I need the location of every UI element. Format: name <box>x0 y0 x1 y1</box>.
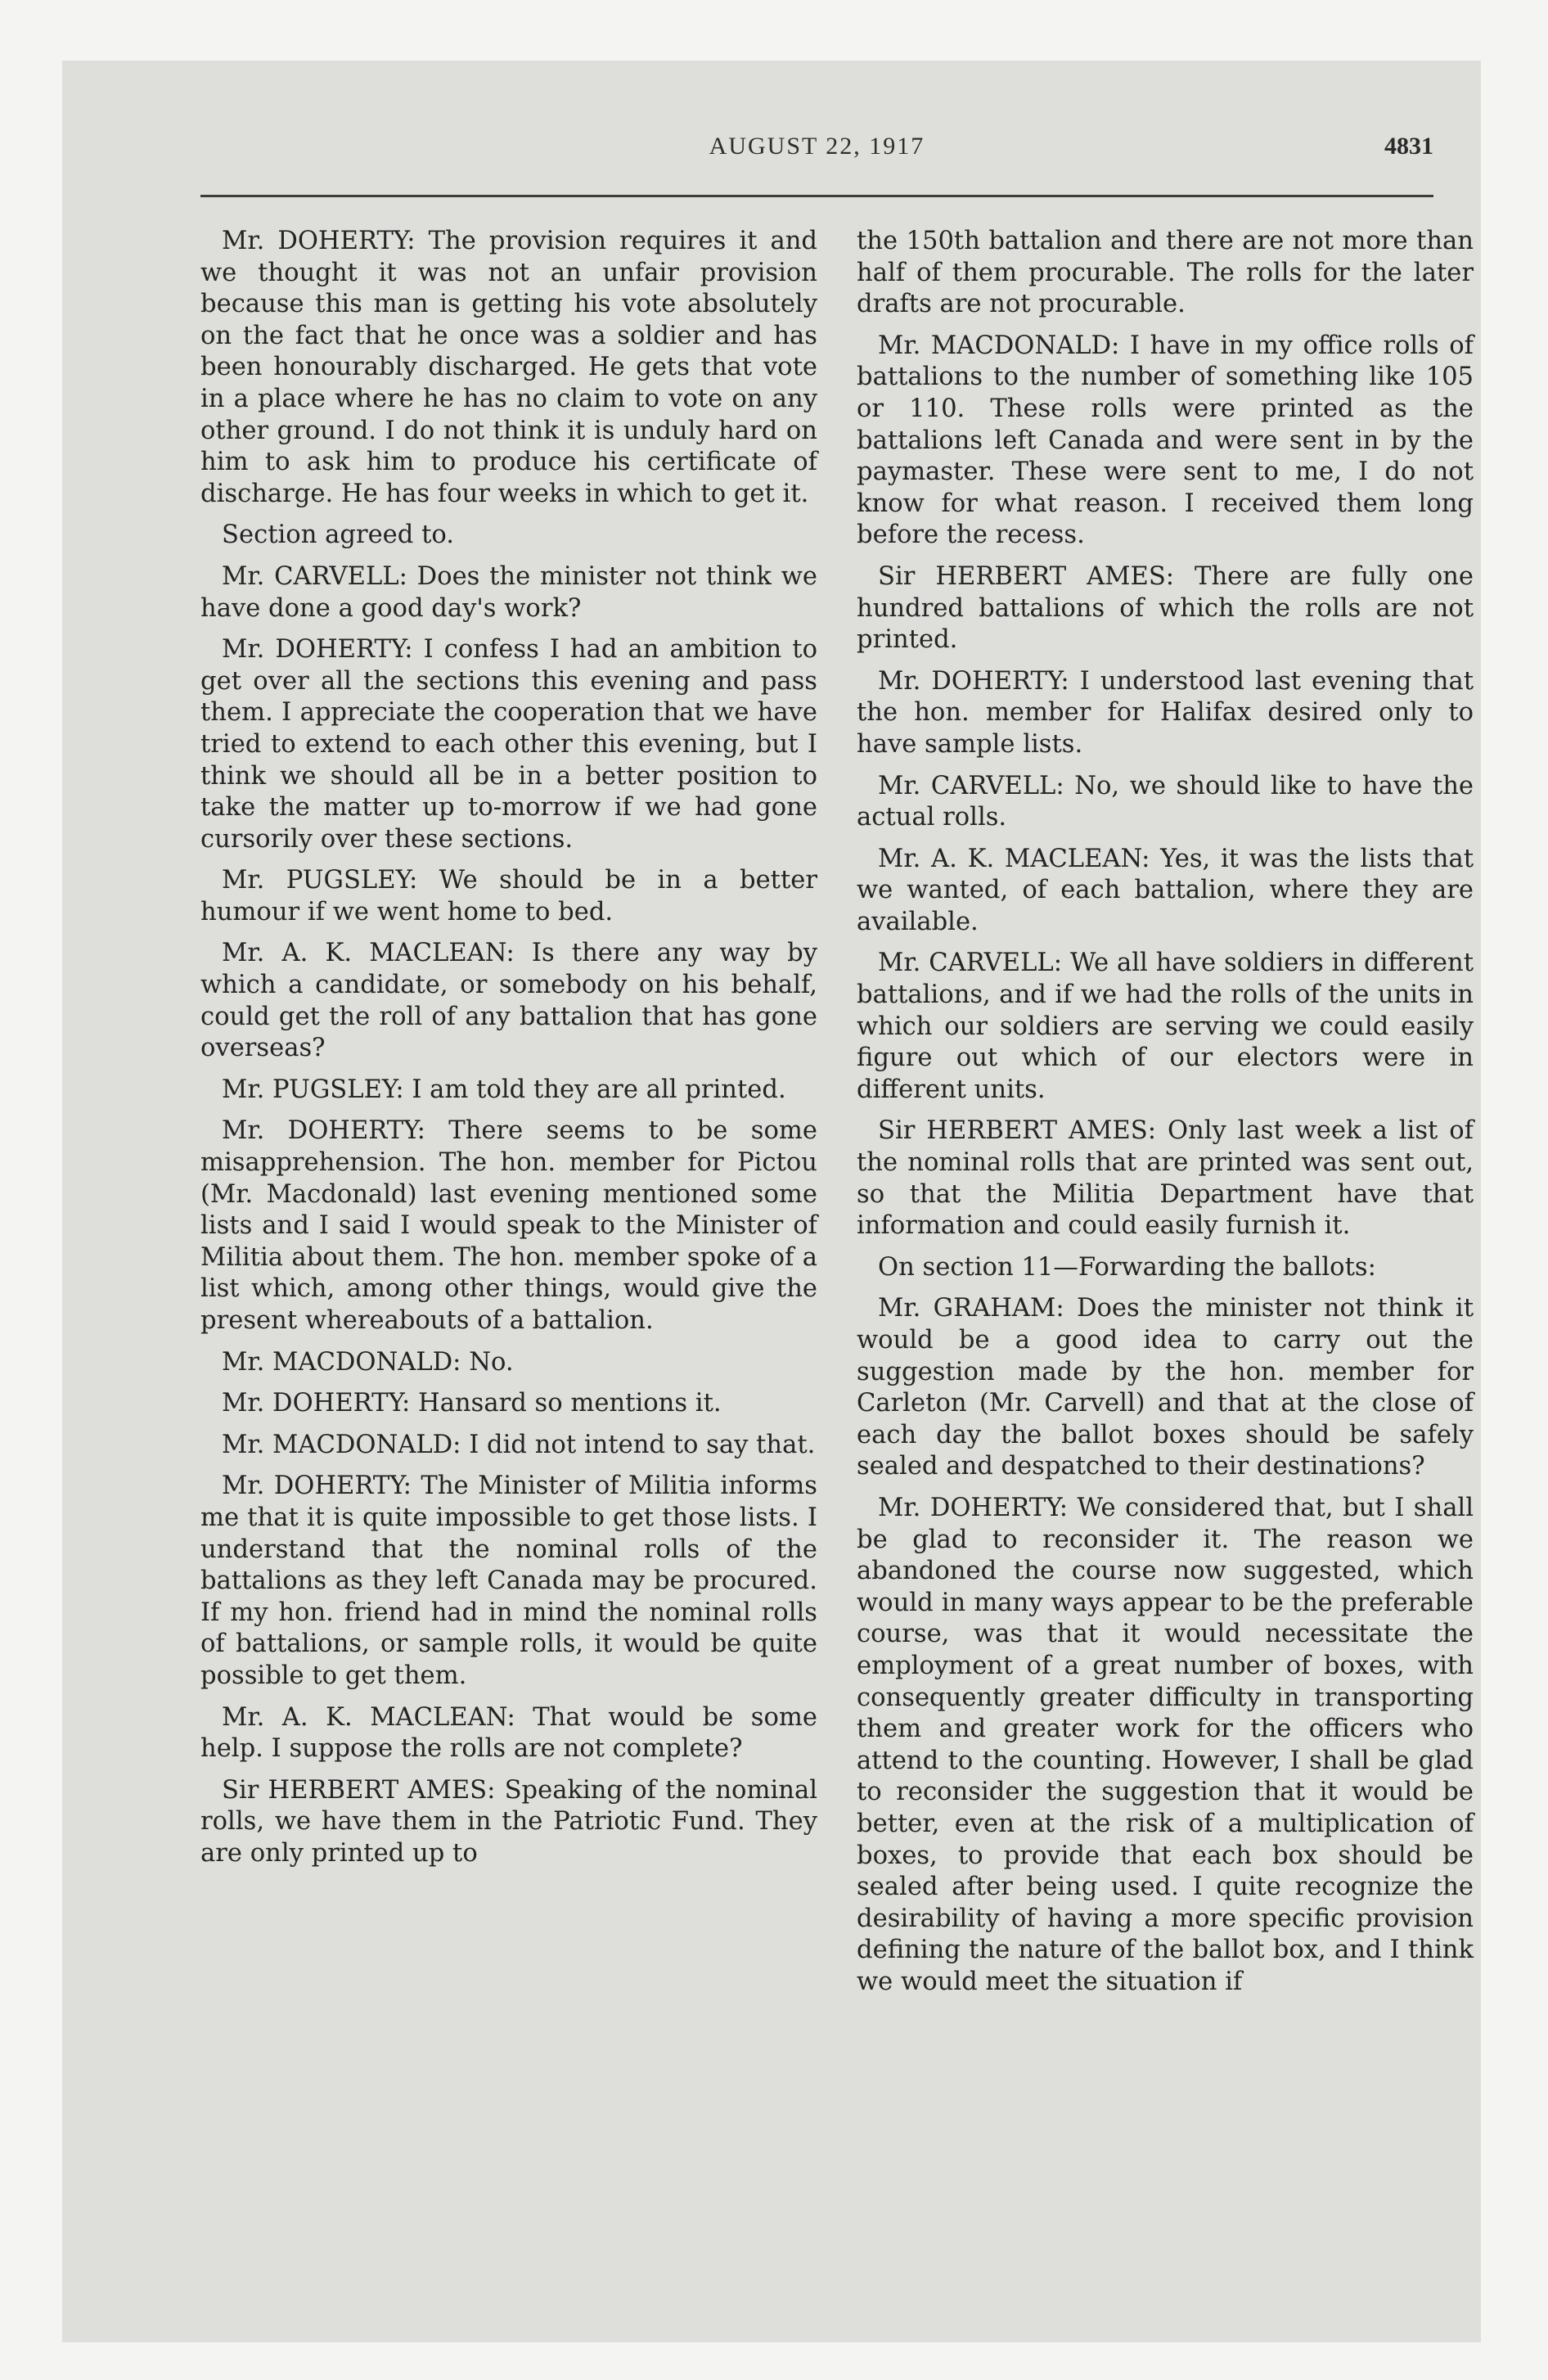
paragraph: Mr. CARVELL: No, we should like to have the actual rolls. <box>857 771 1474 832</box>
page-header <box>200 133 1433 174</box>
header-rule <box>200 195 1433 197</box>
paragraph: Sir HERBERT AMES: There are fully one hundred battalions of which the rolls are not printed. <box>857 561 1474 655</box>
paragraph: Mr. DOHERTY: Hansard so mentions it. <box>222 1389 722 1418</box>
paragraph: Mr. CARVELL: We all have soldiers in different battalions, and if we had the rolls of the units in which our soldiers are serving we could easily figure out which of our electors were in different units. <box>857 949 1474 1104</box>
paragraph: Mr. DOHERTY: We considered that, but I shall be glad to reconsider it. The reason we abandoned the course now suggested, which would in many ways appear to be the preferable course, was that it would necessitate the employment of a great number of boxes, with consequently greater difficulty in transporting them and greater work for the officers who attend to the counting. However, I shall be glad to reconsider the suggestion that it would be better, even at the risk of a multiplication of boxes, to provide that each box should be sealed after being used. I quite recognize the desirability of having a more specific provision defining the nature of the ballot box, and I think we would meet the situation if <box>857 1493 1474 1996</box>
paragraph-continued: the 150th battalion and there are not more than half of them procurable. The rolls for the later drafts are not procurable. <box>857 227 1474 319</box>
paragraph: Mr. A. K. MACLEAN: Yes, it was the lists that we wanted, of each battalion, where they are available. <box>857 844 1474 936</box>
right-column <box>857 226 1474 2008</box>
paragraph: Sir HERBERT AMES: Speaking of the nominal rolls, we have them in the Patriotic Fund. They are only printed up to <box>200 1775 817 1868</box>
paragraph: Mr. PUGSLEY: We should be in a better humour if we went home to bed. <box>200 866 817 926</box>
left-column <box>200 226 817 1880</box>
paragraph: Section agreed to. <box>222 521 454 550</box>
paragraph: Mr. PUGSLEY: I am told they are all printed. <box>222 1075 786 1104</box>
paragraph: Mr. MACDONALD: I did not intend to say that. <box>222 1430 816 1459</box>
section-heading: On section 11—Forwarding the ballots: <box>878 1252 1376 1282</box>
paragraph: Mr. A. K. MACLEAN: Is there any way by which a candidate, or somebody on his behalf, could get the roll of any battalion that has gone overseas? <box>200 939 817 1063</box>
paragraph: Mr. DOHERTY: The Minister of Militia informs me that it is quite impossible to get those lists. I understand that the nominal rolls of the battalions as they left Canada may be procured. If my hon. friend had in mind the nominal rolls of battalions, or sample rolls, it would be quite possible to get them. <box>200 1472 817 1690</box>
paragraph: Mr. DOHERTY: There seems to be some misapprehension. The hon. member for Pictou (Mr. Macdonald) last evening mentioned some lists and I said I would speak to the Minister of Militia about them. The hon. member spoke of a list which, among other things, would give the present whereabouts of a battalion. <box>200 1116 817 1335</box>
header-date: AUGUST 22, 1917 <box>709 133 925 160</box>
paragraph: Mr. GRAHAM: Does the minister not think it would be a good idea to carry out the suggestion made by the hon. member for Carleton (Mr. Carvell) and that at the close of each day the ballot boxes should be safely sealed and despatched to their destinations? <box>857 1294 1474 1481</box>
page-number: 4831 <box>1384 133 1433 160</box>
paragraph: Sir HERBERT AMES: Only last week a list of the nominal rolls that are printed was sent out, so that the Militia Department have that information and could easily furnish it. <box>857 1116 1474 1241</box>
paragraph: Mr. DOHERTY: The provision requires it and we thought it was not an unfair provision because this man is getting his vote absolutely on the fact that he once was a soldier and has been honourably discharged. He gets that vote in a place where he has no claim to vote on any other ground. I do not think it is unduly hard on him to ask him to produce his certificate of discharge. He has four weeks in which to get it. <box>200 227 817 508</box>
paragraph: Mr. DOHERTY: I understood last evening that the hon. member for Halifax desired only to have sample lists. <box>857 666 1474 759</box>
paragraph: Mr. MACDONALD: No. <box>222 1347 514 1377</box>
paragraph: Mr. CARVELL: Does the minister not think we have done a good day's work? <box>200 561 817 623</box>
paragraph: Mr. MACDONALD: I have in my office rolls of battalions to the number of something like 105 or 110. These rolls were printed as the battalions left Canada and were sent in by the paymaster. These were sent to me, I do not know for what reason. I received them long before the recess. <box>857 331 1474 550</box>
paragraph: Mr. DOHERTY: I confess I had an ambition to get over all the sections this evening and pass them. I appreciate the cooperation that we have tried to extend to each other this evening, but I think we should all be in a better position to take the matter up to-morrow if we had gone cursorily over these sections. <box>200 635 817 854</box>
paragraph: Mr. A. K. MACLEAN: That would be some help. I suppose the rolls are not complete? <box>200 1702 817 1764</box>
